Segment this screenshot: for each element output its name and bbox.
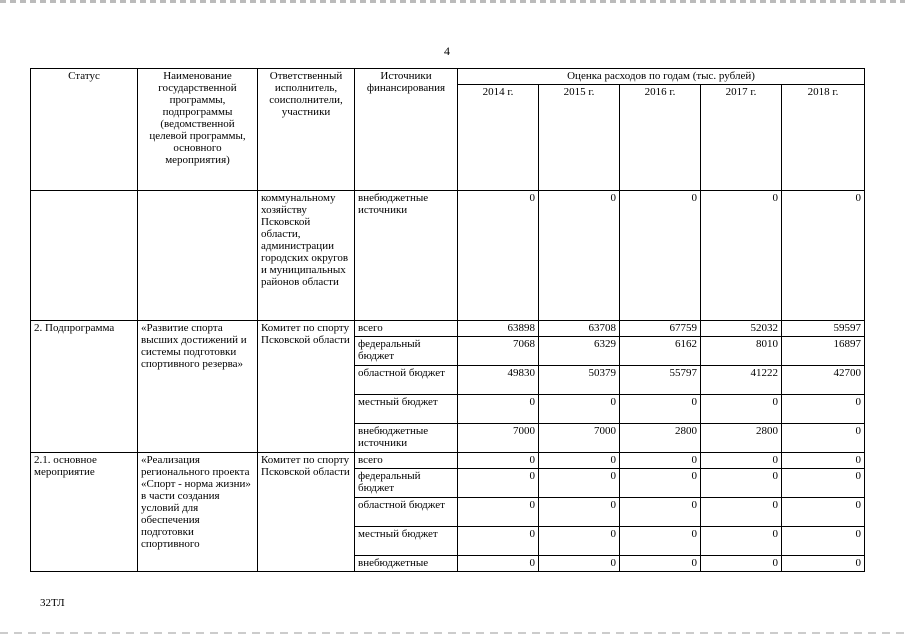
value-cell: 0	[701, 469, 782, 498]
responsible-cell: Комитет по спорту Псковской области	[258, 321, 355, 453]
value-cell: 0	[782, 527, 865, 556]
value-cell: 0	[701, 191, 782, 321]
source-cell: федеральный бюджет	[355, 469, 458, 498]
scan-edge-bottom	[0, 632, 905, 634]
value-cell: 0	[782, 498, 865, 527]
value-cell: 0	[782, 469, 865, 498]
value-cell: 7000	[539, 424, 620, 453]
value-cell: 0	[539, 527, 620, 556]
value-cell: 55797	[620, 366, 701, 395]
table-row	[31, 453, 865, 469]
header-sources: Источники финансирования	[355, 69, 458, 191]
page-number: 4	[444, 44, 450, 58]
source-cell: всего	[355, 321, 458, 337]
value-cell: 0	[620, 191, 701, 321]
value-cell: 0	[458, 527, 539, 556]
responsible-cell: коммунальному хозяйству Псковской области, администрации городских округов и муниципальных районов области	[258, 191, 355, 321]
value-cell: 0	[458, 469, 539, 498]
value-cell: 0	[458, 556, 539, 572]
value-cell: 0	[782, 424, 865, 453]
value-cell: 0	[539, 453, 620, 469]
value-cell: 0	[539, 556, 620, 572]
table-row	[31, 191, 865, 321]
value-cell: 0	[539, 469, 620, 498]
source-cell: внебюджетные	[355, 556, 458, 572]
value-cell: 0	[539, 395, 620, 424]
value-cell: 7068	[458, 337, 539, 366]
source-cell: местный бюджет	[355, 395, 458, 424]
value-cell: 41222	[701, 366, 782, 395]
source-cell: местный бюджет	[355, 527, 458, 556]
value-cell: 2800	[620, 424, 701, 453]
value-cell: 0	[782, 191, 865, 321]
source-cell: внебюджетные источники	[355, 191, 458, 321]
value-cell: 0	[782, 556, 865, 572]
header-estimate: Оценка расходов по годам (тыс. рублей)	[458, 69, 865, 85]
value-cell: 8010	[701, 337, 782, 366]
header-year: 2017 г.	[701, 85, 782, 191]
value-cell: 49830	[458, 366, 539, 395]
name-cell	[138, 191, 258, 321]
header-year: 2018 г.	[782, 85, 865, 191]
value-cell: 0	[458, 395, 539, 424]
value-cell: 0	[458, 191, 539, 321]
value-cell: 0	[620, 453, 701, 469]
responsible-cell: Комитет по спорту Псковской области	[258, 453, 355, 572]
value-cell: 6329	[539, 337, 620, 366]
header-year: 2016 г.	[620, 85, 701, 191]
value-cell: 0	[620, 556, 701, 572]
value-cell: 0	[701, 556, 782, 572]
status-cell: 2. Подпрограмма	[31, 321, 138, 453]
value-cell: 2800	[701, 424, 782, 453]
name-cell: «Реализация регионального проекта «Спорт - норма жизни» в части создания условий для обеспечения подготовки спортивного	[138, 453, 258, 572]
status-cell	[31, 191, 138, 321]
value-cell: 0	[539, 498, 620, 527]
value-cell: 6162	[620, 337, 701, 366]
value-cell: 0	[620, 469, 701, 498]
value-cell: 67759	[620, 321, 701, 337]
value-cell: 0	[620, 527, 701, 556]
value-cell: 63708	[539, 321, 620, 337]
value-cell: 0	[701, 498, 782, 527]
source-cell: федеральный бюджет	[355, 337, 458, 366]
value-cell: 42700	[782, 366, 865, 395]
source-cell: областной бюджет	[355, 366, 458, 395]
source-cell: областной бюджет	[355, 498, 458, 527]
value-cell: 59597	[782, 321, 865, 337]
value-cell: 0	[782, 453, 865, 469]
name-cell: «Развитие спорта высших достижений и системы подготовки спортивного резерва»	[138, 321, 258, 453]
value-cell: 0	[620, 498, 701, 527]
table-row	[31, 321, 865, 337]
value-cell: 0	[782, 395, 865, 424]
value-cell: 50379	[539, 366, 620, 395]
value-cell: 0	[458, 498, 539, 527]
status-cell: 2.1. основное мероприятие	[31, 453, 138, 572]
value-cell: 0	[701, 395, 782, 424]
header-year: 2014 г.	[458, 85, 539, 191]
document-code: 32ТЛ	[40, 597, 65, 609]
value-cell: 63898	[458, 321, 539, 337]
scan-edge-top	[0, 0, 905, 3]
source-cell: внебюджетные источники	[355, 424, 458, 453]
source-cell: всего	[355, 453, 458, 469]
value-cell: 0	[701, 453, 782, 469]
value-cell: 0	[539, 191, 620, 321]
header-status: Статус	[31, 69, 138, 191]
value-cell: 7000	[458, 424, 539, 453]
header-year: 2015 г.	[539, 85, 620, 191]
budget-table	[30, 68, 865, 572]
table-header-row	[31, 69, 865, 85]
value-cell: 0	[620, 395, 701, 424]
header-name: Наименование государственной программы, подпрограммы (ведомственной целевой программы, основного мероприятия)	[138, 69, 258, 191]
value-cell: 0	[458, 453, 539, 469]
value-cell: 16897	[782, 337, 865, 366]
value-cell: 0	[701, 527, 782, 556]
value-cell: 52032	[701, 321, 782, 337]
header-responsible: Ответственный исполнитель, соисполнители, участники	[258, 69, 355, 191]
